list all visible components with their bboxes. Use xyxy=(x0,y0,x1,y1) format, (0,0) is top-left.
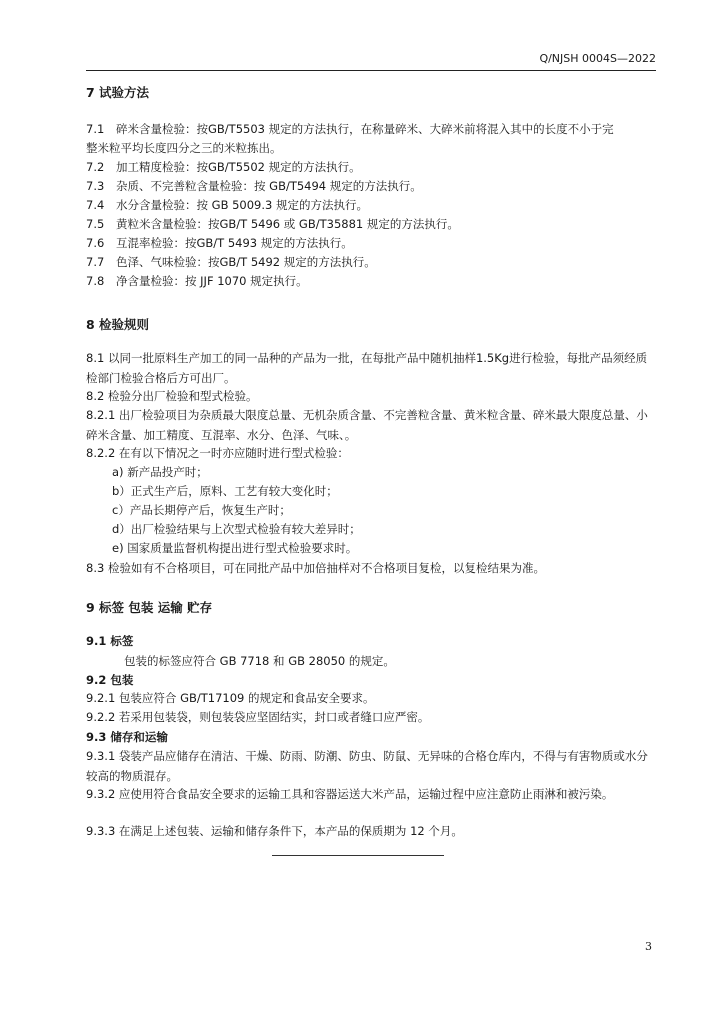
clause-7-7 xyxy=(86,253,656,272)
section-9-title: 9 标签 包装 运输 贮存 xyxy=(86,600,213,615)
clause-7-1-cont: 整米粒平均长度四分之三的米粒拣出。 xyxy=(86,141,282,155)
clause-number: 7.3 xyxy=(86,179,105,193)
list-item: d）出厂检验结果与上次型式检验有较大差异时； xyxy=(112,522,361,536)
clause-number: 7.6 xyxy=(86,236,105,250)
clause-7-5 xyxy=(86,215,656,234)
clause-number: 7.2 xyxy=(86,160,105,174)
clause-text: 互混率检验：按GB/T 5493 规定的方法执行。 xyxy=(116,236,353,250)
subsection-9-3: 9.3 储存和运输 xyxy=(86,730,168,744)
section-7-title: 7 试验方法 xyxy=(86,85,150,100)
clause-9-2-2: 9.2.2 若采用包装袋，则包装袋应坚固结实，封口或者缝口应严密。 xyxy=(86,710,430,724)
list-item: e) 国家质量监督机构提出进行型式检验要求时。 xyxy=(112,541,358,555)
clause-7-2 xyxy=(86,158,656,177)
clause-number: 7.8 xyxy=(86,274,105,288)
clause-9-1-text: 包装的标签应符合 GB 7718 和 GB 28050 的规定。 xyxy=(124,654,395,668)
clause-9-3-3: 9.3.3 在满足上述包装、运输和储存条件下，本产品的保质期为 12 个月。 xyxy=(86,824,463,838)
clause-text: 色泽、气味检验：按GB/T 5492 规定的方法执行。 xyxy=(116,255,376,269)
clause-8-2-2: 8.2.2 在有以下情况之一时亦应随时进行型式检验： xyxy=(86,446,349,460)
subsection-9-2: 9.2 包装 xyxy=(86,673,134,687)
clause-9-2-1: 9.2.1 包装应符合 GB/T17109 的规定和食品安全要求。 xyxy=(86,691,375,705)
clause-8-3: 8.3 检验如有不合格项目，可在同批产品中加倍抽样对不合格项目复检，以复检结果为准。 xyxy=(86,561,545,575)
list-item: b）正式生产后，原料、工艺有较大变化时； xyxy=(112,484,338,498)
clause-number: 7.1 xyxy=(86,122,105,136)
clause-text: 碎米含量检验：按GB/T5503 规定的方法执行，在称量碎米、大碎米前将混入其中的长度不小于完 xyxy=(116,122,614,136)
clause-9-3-1: 9.3.1 袋装产品应储存在清洁、干燥、防雨、防潮、防虫、防鼠、无异味的合格仓库内，不得与有害物质或水分较高的物质混存。 xyxy=(86,749,648,783)
clause-text: 水分含量检验：按 GB 5009.3 规定的方法执行。 xyxy=(116,198,369,212)
clause-number: 7.5 xyxy=(86,217,105,231)
clause-8-2: 8.2 检验分出厂检验和型式检验。 xyxy=(86,389,258,403)
clause-7-3 xyxy=(86,177,656,196)
clause-text: 黄粒米含量检验：按GB/T 5496 或 GB/T35881 规定的方法执行。 xyxy=(116,217,459,231)
end-rule xyxy=(272,855,444,856)
section-8-title: 8 检验规则 xyxy=(86,317,150,332)
clause-number: 7.4 xyxy=(86,198,105,212)
clause-9-3-2: 9.3.2 应使用符合食品安全要求的运输工具和容器运送大米产品，运输过程中应注意防止雨淋和被污染。 xyxy=(86,787,614,801)
clause-7-1 xyxy=(86,120,656,139)
clause-text: 杂质、不完善粒含量检验：按 GB/T5494 规定的方法执行。 xyxy=(116,179,422,193)
clause-text: 加工精度检验：按GB/T5502 规定的方法执行。 xyxy=(116,160,361,174)
subsection-9-1: 9.1 标签 xyxy=(86,634,134,648)
clause-number: 7.7 xyxy=(86,255,105,269)
clause-8-2-1: 8.2.1 出厂检验项目为杂质最大限度总量、无机杂质含量、不完善粒含量、黄米粒含量、碎米最大限度总量、小碎米含量、加工精度、互混率、水分、色泽、气味、。 xyxy=(86,408,648,442)
clause-8-1: 8.1 以同一批原料生产加工的同一品种的产品为一批，在每批产品中随机抽样1.5Kg进行检验，每批产品须经质检部门检验合格后方可出厂。 xyxy=(86,351,648,385)
standard-code: Q/NJSH 0004S—2022 xyxy=(539,52,656,65)
list-item: a) 新产品投产时； xyxy=(112,465,208,479)
clause-7-4 xyxy=(86,196,656,215)
clause-7-6 xyxy=(86,234,656,253)
list-item: c）产品长期停产后，恢复生产时； xyxy=(112,503,291,517)
page-number: 3 xyxy=(645,940,652,953)
clause-7-8 xyxy=(86,272,656,291)
header-rule xyxy=(86,70,656,71)
clause-text: 净含量检验：按 JJF 1070 规定执行。 xyxy=(116,274,308,288)
